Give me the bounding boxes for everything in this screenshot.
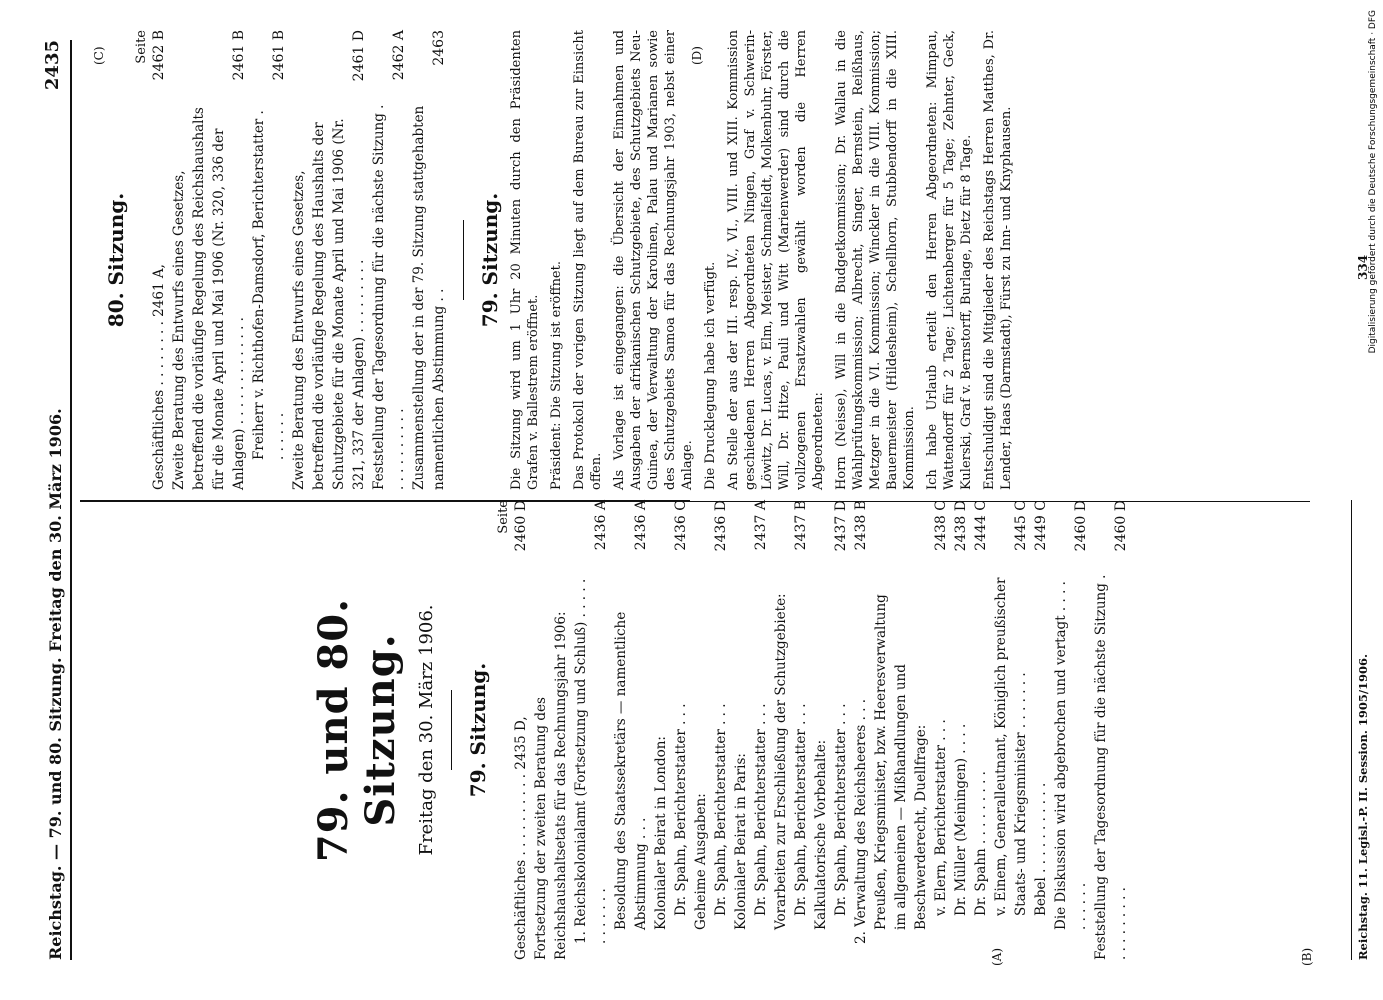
toc-entry-text: Feststellung der Tagesordnung für die nächste Sitzung . . . . . . . . . . . xyxy=(371,104,407,490)
toc-page-ref: 2437 A xyxy=(753,500,769,551)
toc-entry xyxy=(671,500,691,960)
left-toc xyxy=(511,500,1131,960)
toc-entry-text: Dr. Spahn, Berichterstatter . . . xyxy=(753,703,769,916)
toc-entry-text: Zweite Beratung des Entwurfs eines Gesetzes, betreffend die vorläufige Regelung des Haushalts der Schutzgebiete für die Monate April und Mai 1906 (Nr. 321, 337 der Anlagen) . . . . . . . . . xyxy=(291,118,367,490)
toc-entry-text: Dr. Spahn, Berichterstatter . . . xyxy=(673,703,689,916)
toc-entry xyxy=(1091,500,1131,960)
toc-entry xyxy=(169,30,249,490)
seite-label-right: Seite xyxy=(134,30,149,64)
minutes-paragraph: Präsident: Die Sitzung ist eröffnet. xyxy=(549,261,564,490)
toc-entry xyxy=(851,500,871,960)
toc-page-ref: 2436 A xyxy=(633,500,649,551)
toc-entry xyxy=(931,500,951,960)
toc-entry xyxy=(651,500,671,960)
minutes-paragraph: An Stelle der aus der III. resp. IV., VI., VIII. und XIII. Kommission geschiedenen Herren Abgeordneten Ningen, Graf v. Schwerin-Löwitz, Dr. Lucas, v. Elm, Meister, Schmalfeldt, Molkenbuhr, Förster, Will, Dr. Hitze, Pauli und Witt (Marienwerder) sind durch die vollzogenen Ersatzwahlen gewählt worden die Herren Abgeordneten: xyxy=(726,30,826,490)
toc-entry-text: 2. Verwaltung des Reichsheeres . . . xyxy=(853,698,869,944)
toc-page-ref: 2463 xyxy=(431,30,447,66)
toc-page-ref: 2436 A xyxy=(593,500,609,551)
toc-entry-text: Preußen, Kriegsminister, bzw. Heeresverwaltung im allgemeinen — Mißhandlungen und Beschwerderecht, Duellfrage: xyxy=(873,594,929,930)
session-date: Freitag den 30. März 1906. xyxy=(416,604,437,856)
divider xyxy=(463,220,464,300)
toc-entry-text: Dr. Spahn, Berichterstatter . . . xyxy=(833,703,849,916)
page-header xyxy=(40,40,72,960)
toc-entry-text: Feststellung der Tagesordnung für die nächste Sitzung . . . . . . . . . . xyxy=(1093,574,1129,960)
toc-entry-text: Bebel . . . . . . . . . . . xyxy=(1033,782,1049,916)
minutes-paragraph: Horn (Neisse), Will in die Budgetkommission; Dr. Wallau in die Wahlprüfungskommission; Albrecht, Singer, Bernstein, Reißhaus, Metzger in die VI. Kommission; Winckler in die VIII. Kommission; Bauermeister (Hildesheim), Schellhorn, Stubbendorff in die XIII. Kommission. xyxy=(834,30,917,490)
toc-entry xyxy=(951,500,971,960)
toc-entry xyxy=(289,30,369,490)
toc-page-ref: 2460 D xyxy=(1073,500,1089,552)
toc-entry-text: Kalkulatorische Vorbehalte: xyxy=(813,739,829,930)
toc-page-ref: 2438 C xyxy=(933,500,949,551)
toc-page-ref: 2438 B xyxy=(853,500,869,551)
toc-entry-text: v. Elern, Berichterstatter . . . xyxy=(933,719,949,916)
toc-page-ref: 2444 C xyxy=(973,500,989,551)
sitzung-80-heading: 80. Sitzung. xyxy=(104,192,128,328)
toc-page-ref: 2461 B xyxy=(271,30,287,81)
toc-page-ref: 2449 C xyxy=(1033,500,1049,551)
dfg-note xyxy=(1368,10,1382,990)
divider xyxy=(451,690,452,770)
minutes-paragraph: Das Protokoll der vorigen Sitzung liegt auf dem Bureau zur Einsicht offen. xyxy=(572,30,604,490)
footer-number: 334 xyxy=(1356,254,1370,280)
sitzung-79-heading: 79. Sitzung. xyxy=(466,662,490,798)
toc-page-ref: 2438 D xyxy=(953,500,969,552)
toc-entry xyxy=(249,30,289,490)
toc-page-ref: 2436 D xyxy=(713,500,729,552)
toc-entry xyxy=(369,30,409,490)
toc-entry xyxy=(1031,500,1051,960)
margin-mark-a: (A) xyxy=(990,947,1004,966)
toc-page-ref: 2437 D xyxy=(833,500,849,552)
toc-entry xyxy=(811,500,831,960)
toc-entry-text: Dr. Spahn, Berichterstatter . . . xyxy=(713,703,729,916)
right-column xyxy=(80,30,1370,490)
toc-page-ref: 2461 D xyxy=(351,30,367,82)
toc-entry xyxy=(731,500,751,960)
toc-entry-text: Vorarbeiten zur Erschließung der Schutzgebiete: xyxy=(773,593,789,930)
toc-entry-text: Kolonialer Beirat in London: xyxy=(653,736,669,930)
toc-entry-text: 1. Reichskolonialamt (Fortsetzung und Schluß) . . . . . . . . . . . . xyxy=(573,578,609,944)
margin-mark-c: (C) xyxy=(92,46,106,65)
toc-page-ref: 2436 C xyxy=(673,500,689,551)
toc-entry xyxy=(511,500,531,960)
toc-entry xyxy=(831,500,851,960)
main-title: 79. und 80. Sitzung. xyxy=(310,597,404,863)
toc-entry xyxy=(711,500,731,960)
toc-page-ref: 2460 D xyxy=(513,500,529,552)
toc-entry xyxy=(991,500,1031,960)
left-column xyxy=(80,500,1370,960)
toc-entry xyxy=(531,500,571,960)
dfg-note-text: Digitalisierung gefördert durch die Deutsche Forschungsgemeinschaft · DFG xyxy=(1368,10,1378,354)
minutes-paragraph: Die Sitzung wird um 1 Uhr 20 Minuten durch den Präsidenten Grafen v. Ballestrem eröffnet. xyxy=(509,30,541,490)
toc-entry xyxy=(791,500,811,960)
column-footer: Reichstag. 11. Legisl.-P. II. Session. 1905/1906. xyxy=(1351,500,1370,960)
toc-entry-text: Zweite Beratung des Entwurfs eines Gesetzes, betreffend die vorläufige Regelung des Reichshaushalts für die Monate April und Mai 1906 (Nr. 320, 336 der Anlagen) . . . . . . . . . . . . . xyxy=(171,107,247,490)
toc-entry-text: Die Diskussion wird abgebrochen und vertagt . . . . . . . . . . xyxy=(1053,581,1089,930)
toc-entry-text: Geheime Ausgaben: xyxy=(693,793,709,930)
toc-entry xyxy=(771,500,791,960)
minutes-paragraph: Ich habe Urlaub erteilt den Herren Abgeordneten: Mimpau, Wattendorff für 2 Tage; Lichtenberger für 5 Tage; Zehnter, Geck, Kulerski, Graf v. Bernstorff, Burlage, Dietz für 8 Tage. xyxy=(925,30,974,490)
toc-page-ref: 2462 B xyxy=(151,30,167,81)
seite-label: Seite xyxy=(496,500,511,534)
toc-entry-text: Geschäftliches . . . . . . . . 2461 A, xyxy=(151,264,167,490)
toc-entry xyxy=(1051,500,1091,960)
running-head: Reichstag. — 79. und 80. Sitzung. Freitag den 30. März 1906. xyxy=(46,408,65,960)
margin-mark-d: (D) xyxy=(690,46,704,65)
toc-entry xyxy=(409,30,449,490)
toc-entry-text: Freiherr v. Richthofen-Damsdorf, Berichterstatter . . . . . . . xyxy=(251,110,287,460)
toc-entry-text: Zusammenstellung der in der 79. Sitzung stattgehabten namentlichen Abstimmung . . xyxy=(411,105,447,490)
page-number: 2435 xyxy=(42,40,63,91)
toc-entry-text: Dr. Müller (Meiningen) . . . . xyxy=(953,723,969,916)
minutes-paragraph: Die Drucklegung habe ich verfügt. xyxy=(703,261,718,490)
margin-mark-b: (B) xyxy=(1300,947,1314,966)
toc-entry-text: Fortsetzung der zweiten Beratung des Reichshaushaltsetats für das Rechnungsjahr 1906: xyxy=(533,611,569,960)
toc-entry xyxy=(971,500,991,960)
toc-page-ref: 2445 C xyxy=(1013,500,1029,551)
toc-entry xyxy=(751,500,771,960)
toc-entry-text: Kolonialer Beirat in Paris: xyxy=(733,753,749,930)
toc-page-ref: 2461 B xyxy=(231,30,247,81)
toc-entry-text: Besoldung des Staatssekretärs — namentliche Abstimmung . . . xyxy=(613,611,649,930)
minutes-paragraph: Entschuldigt sind die Mitglieder des Reichstags Herren Matthes, Dr. Lender, Haas (Darmstadt), Fürst zu Inn- und Knyphausen. xyxy=(982,30,1014,490)
toc-entry xyxy=(691,500,711,960)
minutes-body xyxy=(508,30,1015,490)
toc-entry-text: v. Einem, Generalleutnant, Königlich preußischer Staats- und Kriegsminister . . . . . . . xyxy=(993,577,1029,916)
toc-entry-text: Geschäftliches . . . . . . . . . . 2435 D, xyxy=(513,716,529,960)
minutes-paragraph: Als Vorlage ist eingegangen: die Übersicht der Einnahmen und Ausgaben der afrikanischen Schutzgebiete, des Schutzgebiets Neu-Guinea, der Verwaltung der Karolinen, Palau und Marianen sowie des Schutzgebiets Samoa für das Rechnungsjahr 1903, nebst einer Anlage. xyxy=(612,30,695,490)
toc-entry-text: Dr. Spahn, Berichterstatter . . . xyxy=(793,703,809,916)
toc-entry xyxy=(871,500,931,960)
toc-entry xyxy=(611,500,651,960)
toc-page-ref: 2437 B xyxy=(793,500,809,551)
toc-page-ref: 2462 A xyxy=(391,30,407,81)
toc-entry xyxy=(571,500,611,960)
sitzung-79-heading-right: 79. Sitzung. xyxy=(478,192,502,328)
toc-page-ref: 2460 D xyxy=(1113,500,1129,552)
right-toc xyxy=(149,30,449,490)
toc-entry-text: Dr. Spahn . . . . . . . . . xyxy=(973,771,989,916)
toc-entry xyxy=(149,30,169,490)
